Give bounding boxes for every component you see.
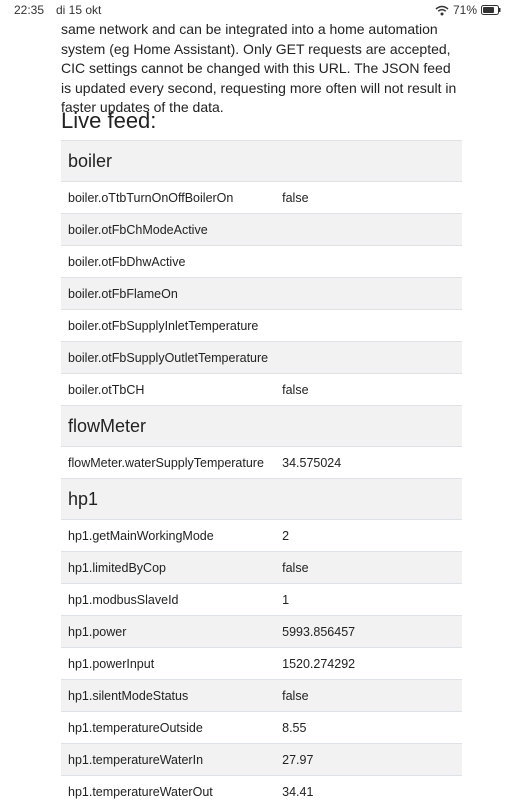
row-key: boiler.otFbFlameOn [61,278,275,310]
row-key: flowMeter.waterSupplyTemperature [61,447,275,479]
row-key: hp1.temperatureWaterIn [61,744,275,776]
table-row [61,342,462,374]
group-header: hp1 [61,479,462,520]
table-row [61,712,462,744]
table-row [61,182,462,214]
intro-paragraph: same network and can be integrated into a home automation system (eg Home Assistant). Only GET requests are accepted, CIC settings cannot be changed with this URL. The JSON feed is updated every second, requesting more often will not result in faster updates of the data. [61,20,462,118]
row-value: 1520.274292 [275,648,462,680]
group-header-row [61,479,462,520]
row-key: boiler.oTtbTurnOnOffBoilerOn [61,182,275,214]
row-value: 27.97 [275,744,462,776]
table-row [61,447,462,479]
table-row [61,278,462,310]
page-content [61,20,462,118]
row-key: hp1.temperatureOutside [61,712,275,744]
table-row [61,744,462,776]
row-key: hp1.modbusSlaveId [61,584,275,616]
battery-percentage: 71% [453,3,477,17]
row-value: false [275,182,462,214]
status-date: di 15 okt [56,3,101,17]
table-row [61,310,462,342]
table-row [61,616,462,648]
status-time: 22:35 [14,3,44,17]
row-value [275,342,462,374]
row-value: 5993.856457 [275,616,462,648]
table-row [61,680,462,712]
row-key: boiler.otFbChModeActive [61,214,275,246]
battery-icon [481,5,501,15]
live-feed-heading: Live feed: [61,108,156,134]
group-header: flowMeter [61,406,462,447]
row-value [275,246,462,278]
row-value: false [275,680,462,712]
row-value: 8.55 [275,712,462,744]
row-key: hp1.limitedByCop [61,552,275,584]
row-key: hp1.getMainWorkingMode [61,520,275,552]
wifi-icon [435,5,449,16]
row-key: boiler.otFbSupplyOutletTemperature [61,342,275,374]
row-value: false [275,552,462,584]
row-value: 1 [275,584,462,616]
table-row [61,246,462,278]
table-row [61,520,462,552]
row-value: 2 [275,520,462,552]
row-key: hp1.temperatureWaterOut [61,776,275,807]
row-value: false [275,374,462,406]
row-value: 34.575024 [275,447,462,479]
group-header: boiler [61,141,462,182]
row-key: boiler.otFbDhwActive [61,246,275,278]
table-row [61,214,462,246]
status-indicators [435,3,501,17]
row-value [275,310,462,342]
row-key: hp1.silentModeStatus [61,680,275,712]
group-header-row [61,141,462,182]
table-row [61,648,462,680]
table-row [61,374,462,406]
row-value: 34.41 [275,776,462,807]
row-value [275,278,462,310]
row-value [275,214,462,246]
table-row [61,776,462,807]
row-key: hp1.power [61,616,275,648]
group-header-row [61,406,462,447]
row-key: hp1.powerInput [61,648,275,680]
table-row [61,552,462,584]
table-row [61,584,462,616]
row-key: boiler.otTbCH [61,374,275,406]
row-key: boiler.otFbSupplyInletTemperature [61,310,275,342]
status-bar [0,0,517,20]
live-feed-table [61,140,462,807]
